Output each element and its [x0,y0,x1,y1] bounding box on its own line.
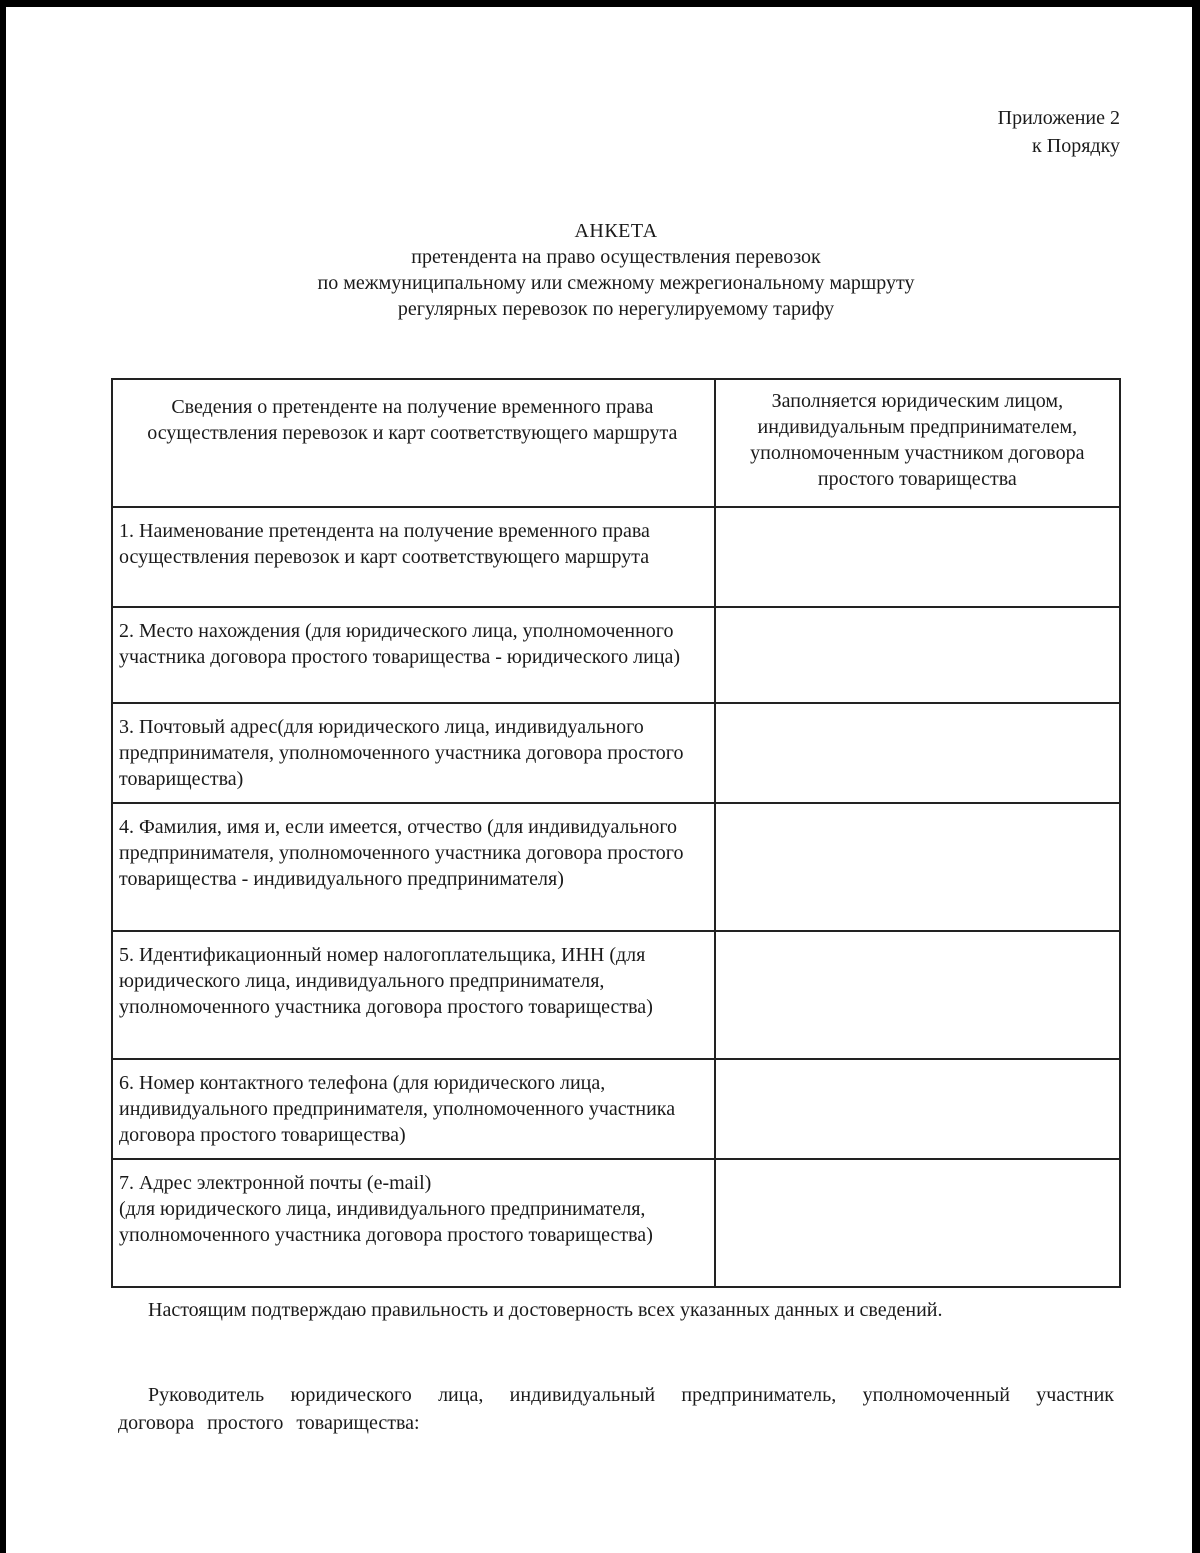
header-fill-column: Заполняется юридическим лицом, индивидуальным предпринимателем, уполномоченным участником договора простого товарищества [715,379,1120,507]
row-value-postal-address[interactable] [715,703,1120,803]
row-value-full-name[interactable] [715,803,1120,931]
table-row [112,607,1120,703]
title-line-1: претендента на право осуществления перевозок [411,246,821,268]
row-label-postal-address: 3. Почтовый адрес(для юридического лица, индивидуального предпринимателя, уполномоченного участника договора простого товарищества) [112,703,715,803]
scan-border-top [0,0,1200,7]
row-value-location[interactable] [715,607,1120,703]
table-row [112,703,1120,803]
table-row [112,507,1120,607]
row-label-email-title: 7. Адрес электронной почты (e-mail) [119,1172,432,1194]
table-header-row [112,379,1120,507]
signatory-statement: Руководитель юридического лица, индивидуальный предприниматель, уполномоченный участник договора простого товарищества: [118,1384,1114,1434]
document-title [0,218,1200,322]
annex-line-2: к Порядку [1032,135,1120,157]
header-info-column: Сведения о претенденте на получение временного права осуществления перевозок и карт соответствующего маршрута [112,379,715,507]
row-value-inn[interactable] [715,931,1120,1059]
row-label-full-name: 4. Фамилия, имя и, если имеется, отчество (для индивидуального предпринимателя, уполномоченного участника договора простого товарищества - индивидуального предпринимателя) [112,803,715,931]
row-value-email[interactable] [715,1159,1120,1287]
table-row [112,931,1120,1059]
row-value-name[interactable] [715,507,1120,607]
row-label-location: 2. Место нахождения (для юридического лица, уполномоченного участника договора простого товарищества - юридического лица) [112,607,715,703]
row-label-inn: 5. Идентификационный номер налогоплательщика, ИНН (для юридического лица, индивидуального предпринимателя, уполномоченного участника договора простого товарищества) [112,931,715,1059]
title-line-2: по межмуниципальному или смежному межрегиональному маршруту [317,272,915,294]
annex-reference [998,104,1120,160]
row-label-phone: 6. Номер контактного телефона (для юридического лица, индивидуального предпринимателя, уполномоченного участника договора простого товарищества) [112,1059,715,1159]
annex-line-1: Приложение 2 [997,107,1120,129]
questionnaire-table [111,378,1121,1288]
confirmation-statement: Настоящим подтверждаю правильность и достоверность всех указанных данных и сведений. [148,1299,943,1321]
table-row [112,1159,1120,1287]
table-row [112,1059,1120,1159]
row-label-email-note: (для юридического лица, индивидуального предпринимателя, уполномоченного участника договора простого товарищества) [119,1198,653,1246]
title-line-3: регулярных перевозок по нерегулируемому тарифу [397,298,835,320]
row-label-name: 1. Наименование претендента на получение временного права осуществления перевозок и карт соответствующего маршрута [112,507,715,607]
title-heading: АНКЕТА [574,220,658,242]
row-value-phone[interactable] [715,1059,1120,1159]
table-row [112,803,1120,931]
row-label-email [112,1159,715,1287]
